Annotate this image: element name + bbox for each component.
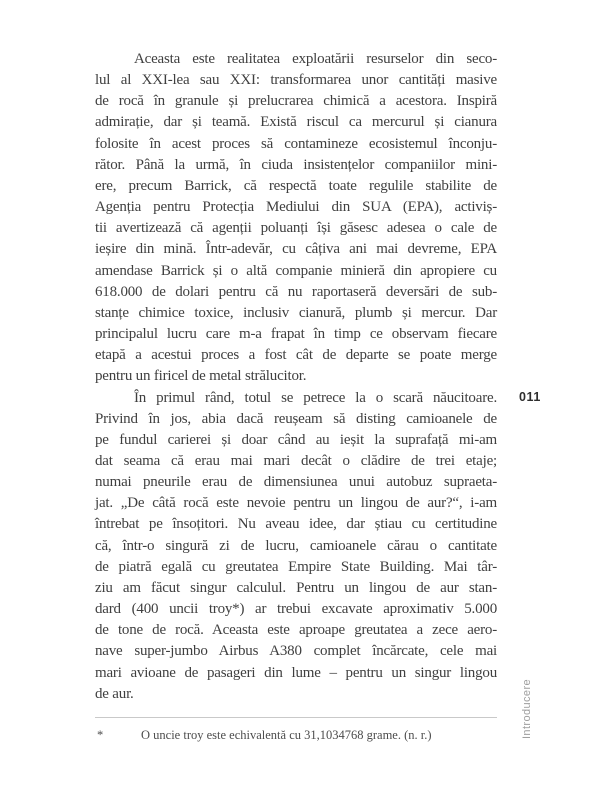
paragraph <box>95 388 497 705</box>
text-line: principalul lucru care m-a frapat în timp ce observam fiecare <box>95 326 497 343</box>
text-line: amendase Barrick și o altă companie minieră din apropiere cu <box>95 262 497 279</box>
footnote <box>97 727 499 743</box>
text-line: de piatră egală cu greutatea Empire State Building. Mai târ- <box>95 558 497 575</box>
text-line: tii avertizează că agenții poluanți își găsesc adesea o cale de <box>95 220 497 237</box>
text-line: 618.000 de dolari pentru că nu raportaseră deversări de sub- <box>95 283 497 300</box>
footnote-marker: * <box>97 728 104 742</box>
text-line: Privind în jos, abia dacă reușeam să disting camioanele de <box>95 410 497 427</box>
text-line: că, într-o singură zi de lucru, camioanele cărau o cantitate <box>95 537 497 554</box>
text-line: întrebat pe însoțitori. Nu aveau idee, dar știau cu certitudine <box>95 516 497 533</box>
text-line: rător. Până la urmă, în ciuda insistențelor companiilor mini- <box>95 156 497 173</box>
paragraph <box>95 49 497 388</box>
footnote-separator-rule <box>95 717 497 718</box>
text-line: Agenția pentru Protecția Mediului din SUA (EPA), activiș- <box>95 199 497 216</box>
text-line: de rocă în granule și prelucrarea chimică a acestora. Inspiră <box>95 93 497 110</box>
text-block <box>95 49 497 705</box>
text-line: dat seama că erau mai mari decât o clădire de trei etaje; <box>95 452 497 469</box>
text-line: de aur. <box>95 685 134 702</box>
text-line: pentru un firicel de metal strălucitor. <box>95 368 307 385</box>
text-line: ieșire din mină. Într-adevăr, cu câțiva ani mai devreme, EPA <box>95 241 497 258</box>
text-line: ere, precum Barrick, că respectă toate regulile stabilite de <box>95 177 497 194</box>
text-line: mari avioane de pasageri din lume – pentru un singur lingou <box>95 664 497 681</box>
text-line: folosite în acest proces să contamineze ecosistemul înconju- <box>95 135 497 152</box>
text-line: lul al XXI-lea sau XXI: transformarea unor cantități masive <box>95 72 497 89</box>
text-line: dard (400 uncii troy*) ar trebui excavate aproximativ 5.000 <box>95 601 497 618</box>
text-line: admirație, dar și teamă. Există riscul ca mercurul și cianura <box>95 114 497 131</box>
text-line: numai pneurile erau de dimensiunea unui autobuz supraeta- <box>95 474 497 491</box>
text-line: etapă a acestui proces a fost cât de departe se poate merge <box>95 347 497 364</box>
text-line: nave super-jumbo Airbus A380 complet încărcate, cele mai <box>95 643 497 660</box>
text-line: În primul rând, totul se petrece la o scară năucitoare. <box>134 389 497 406</box>
page-number: 011 <box>519 390 541 404</box>
text-line: ziu am făcut singur calculul. Pentru un lingou de aur stan- <box>95 579 497 596</box>
text-line: pe fundul carierei și doar când au ieșit la suprafață mi-am <box>95 431 497 448</box>
text-line: jat. „De câtă rocă este nevoie pentru un lingou de aur?“, i-am <box>95 495 497 512</box>
footnote-text: O uncie troy este echivalentă cu 31,1034768 grame. (n. r.) <box>141 728 432 742</box>
text-line: stanțe chimice toxice, inclusiv cianură, plumb și mercur. Dar <box>95 304 497 321</box>
text-line: Aceasta este realitatea exploatării resurselor din seco- <box>134 51 497 67</box>
chapter-side-label: Introducere <box>521 678 533 740</box>
text-line: de tone de rocă. Aceasta este aproape greutatea a zece aero- <box>95 622 497 639</box>
